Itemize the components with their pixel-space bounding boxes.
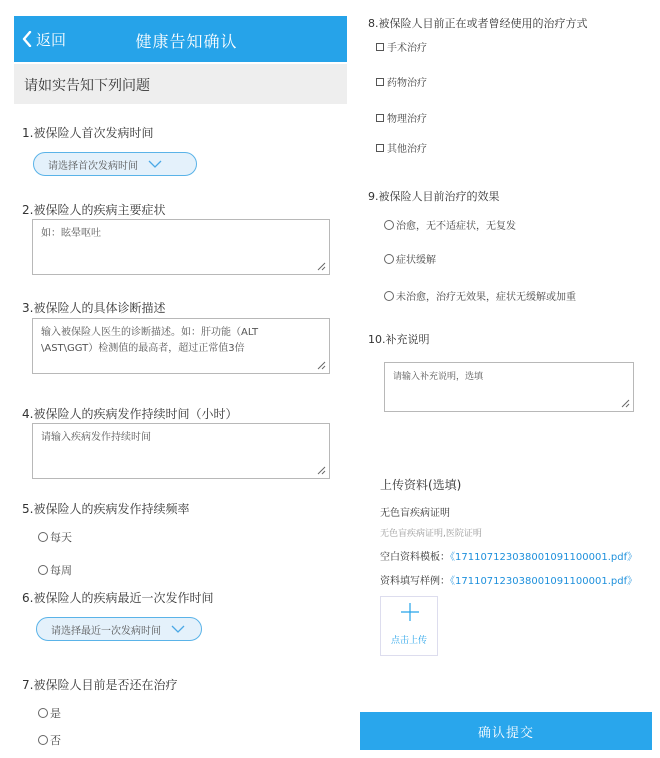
question-5-label: 5.被保险人的疾病发作持续频率 [22,502,190,516]
question-3-label: 3.被保险人的具体诊断描述 [22,301,166,315]
treatment-option-yes[interactable] [38,705,61,721]
supplement-placeholder: 请输入补充说明，选填 [393,372,484,382]
diagnosis-placeholder-line-2: \AST\GGT）检测值的最高者，超过正常值3倍 [41,343,245,354]
therapy-option-label: 药物治疗 [387,78,427,89]
radio-icon [384,254,394,264]
question-2-label: 2.被保险人的疾病主要症状 [22,203,166,217]
question-6-label: 6.被保险人的疾病最近一次发作时间 [22,591,214,605]
left-panel [14,0,347,758]
resize-grip-icon[interactable] [621,399,630,408]
therapy-option-label: 物理治疗 [387,114,427,125]
treatment-option-label: 是 [50,707,61,720]
question-1-label: 1.被保险人首次发病时间 [22,126,154,140]
symptoms-textarea[interactable] [32,219,330,275]
sample-row [380,572,637,587]
therapy-option-medication[interactable] [376,74,427,89]
checkbox-icon [376,114,384,122]
radio-icon [384,220,394,230]
effect-option-label: 症状缓解 [396,255,436,266]
resize-grip-icon[interactable] [317,361,326,370]
right-panel [360,0,656,758]
effect-option-cured[interactable] [384,217,516,232]
checkbox-icon [376,78,384,86]
resize-grip-icon[interactable] [317,262,326,271]
top-bar [14,16,347,62]
therapy-option-surgery[interactable] [376,39,427,54]
therapy-option-other[interactable] [376,140,427,155]
question-4-label: 4.被保险人的疾病发作持续时间（小时） [22,407,238,421]
therapy-option-label: 其他治疗 [387,144,427,155]
question-10-label: 10.补充说明 [368,333,430,346]
checkbox-icon [376,144,384,152]
radio-icon [38,708,48,718]
symptoms-placeholder: 如：眩晕呕吐 [41,228,101,239]
treatment-option-no[interactable] [38,732,61,748]
frequency-option-label: 每周 [50,564,72,577]
first-onset-select[interactable] [33,152,197,176]
frequency-option-daily[interactable] [38,529,72,545]
last-episode-select-text: 请选择最近一次发病时间 [51,625,161,637]
template-download-link[interactable]: 《17110712303800109110000‌1.pdf》 [450,552,638,563]
checkbox-icon [376,43,384,51]
frequency-option-label: 每天 [50,531,72,544]
radio-icon [384,291,394,301]
submit-button[interactable]: 确认提交 [360,712,652,750]
upload-section-title: 上传资料(选填) [380,478,462,492]
question-7-label: 7.被保险人目前是否还在治疗 [22,678,178,692]
question-9-label: 9.被保险人目前治疗的效果 [368,190,500,203]
radio-icon [38,735,48,745]
treatment-option-label: 否 [50,734,61,747]
effect-option-label: 治愈，无不适症状，无复发 [396,221,516,232]
upload-button-label: 点击上传 [390,636,427,646]
therapy-option-label: 手术治疗 [387,43,427,54]
diagnosis-textarea[interactable] [32,318,330,374]
question-8-label: 8.被保险人目前正在或者曾经使用的治疗方式 [368,17,588,30]
last-episode-select[interactable] [36,617,202,641]
radio-icon [38,532,48,542]
back-label: 返回 [36,30,67,49]
first-onset-select-text: 请选择首次发病时间 [48,160,138,172]
document-hint: 无色盲疾病证明,医院证明 [380,529,482,539]
chevron-down-icon [148,160,162,169]
chevron-down-icon [171,625,185,634]
duration-placeholder: 请输入疾病发作持续时间 [41,432,151,443]
radio-icon [38,565,48,575]
plus-icon [401,603,419,621]
effect-option-label: 未治愈，治疗无效果，症状无缓解或加重 [396,292,576,303]
upload-button[interactable] [380,596,438,656]
effect-option-not-cured[interactable] [384,288,576,303]
template-label: 空白资料模板： [380,552,450,563]
resize-grip-icon[interactable] [317,466,326,475]
template-row [380,548,637,563]
therapy-option-physical[interactable] [376,110,427,125]
sample-download-link[interactable]: 《17110712303800109110000‌1.pdf》 [450,576,638,587]
section-heading [14,64,347,104]
effect-option-relieved[interactable] [384,251,436,266]
document-name: 无色盲疾病证明 [380,508,450,519]
sample-label: 资料填写样例： [380,576,450,587]
supplement-textarea[interactable] [384,362,634,412]
section-heading-text: 请如实告知下列问题 [24,78,150,94]
page-title: 健康告知确认 [135,32,238,51]
frequency-option-weekly[interactable] [38,562,72,578]
diagnosis-placeholder-line-1: 输入被保险人医生的诊断描述。如：肝功能（ALT [41,327,259,338]
duration-textarea[interactable] [32,423,330,479]
